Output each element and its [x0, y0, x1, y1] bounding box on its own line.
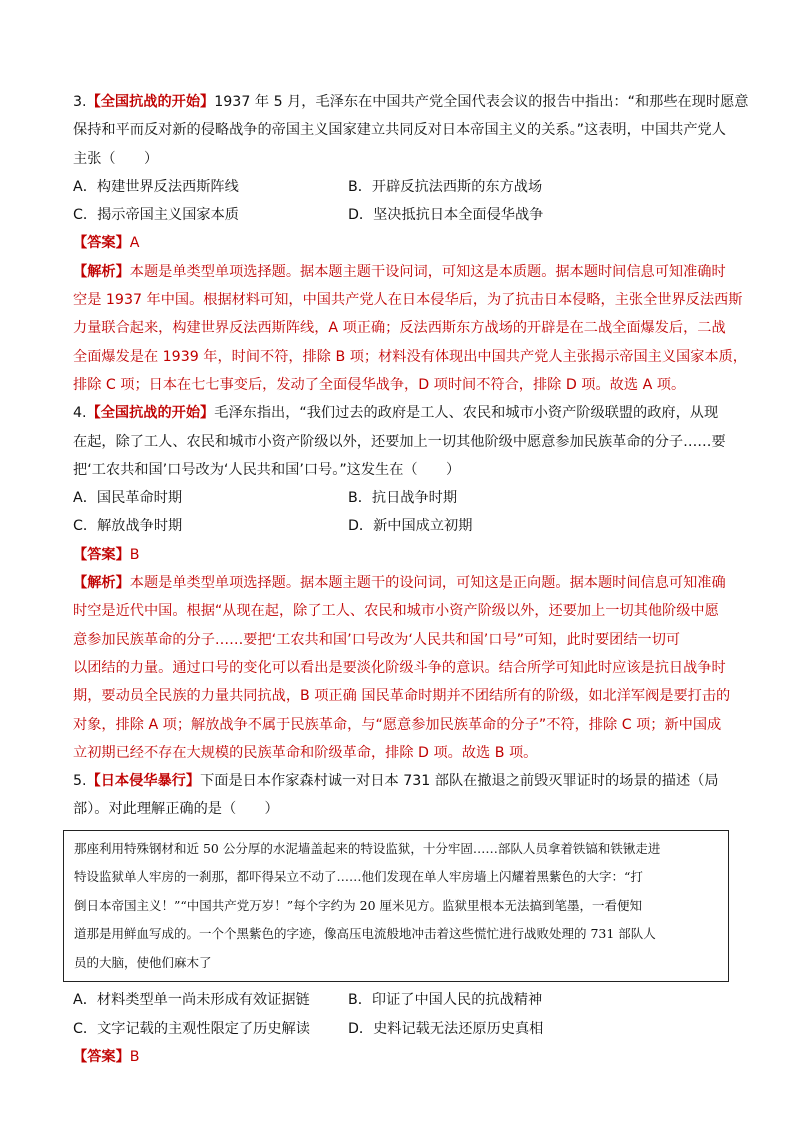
q3-analysis-line-5: 排除 C 项；日本在七七事变后，发动了全面侵华战争，D 项时间不符合，排除 D 项。故选 A 项。	[73, 376, 686, 393]
q4-options-row-1	[73, 484, 733, 512]
q3-analysis-line-3: 力量联合起来，构建世界反法西斯阵线，A 项正确；反法西斯东方战场的开辟是在二战全面爆发后，二战	[73, 320, 726, 337]
q5-option-a: A．材料类型单一尚未形成有效证据链	[73, 992, 310, 1009]
q4-option-a: A．国民革命时期	[73, 490, 183, 507]
document-page	[73, 88, 749, 1071]
q5-option-b: B．印证了中国人民的抗战精神	[348, 992, 543, 1009]
q4-analysis-line-7: 立初期已经不存在大规模的民族革命和阶级革命，排除 D 项。故选 B 项。	[73, 744, 538, 761]
q5-material-line-1: 那座利用特殊钢材和近 50 公分厚的水泥墙盖起来的特设监狱，十分牢固……部队人员拿着铁镐和铁锹走进	[74, 840, 661, 856]
q4-option-d: D．新中国成立初期	[348, 518, 473, 535]
q5-option-c: C．文字记载的主观性限定了历史解读	[73, 1020, 310, 1037]
q5-options-row-1	[73, 986, 733, 1014]
q3-option-d: D．坚决抵抗日本全面侵华战争	[348, 207, 544, 224]
q3-option-c: C．揭示帝国主义国家本质	[73, 207, 239, 224]
q4-analysis-line-4: 以团结的力量。通过口号的变化可以看出是要淡化阶级斗争的意识。结合所学可知此时应该是抗日战争时	[73, 659, 726, 676]
q5-tag: 【日本侵华暴行】	[86, 773, 201, 790]
q5-stem-line-1: 5.【日本侵华暴行】下面是日本作家森村诚一对日本 731 部队在撤退之前毁灭罪证时的场景的描述（局	[73, 773, 719, 790]
q5-material-line-2: 特设监狱单人牢房的一刹那，都吓得呆立不动了……他们发现在单人牢房墙上闪耀着黑紫色的大字：“打	[74, 869, 643, 885]
q4-answer: 【答案】B	[73, 546, 140, 563]
q4-analysis-line-1: 【解析】本题是单类型单项选择题。据本题主题干的设问词，可知这是正向题。据本题时间信息可知准确	[73, 575, 726, 592]
q3-option-a: A．构建世界反法西斯阵线	[73, 178, 239, 195]
q4-answer-value: B	[129, 546, 140, 563]
q4-analysis-line-3: 意参加民族革命的分子……要把‘工农共和国’口号改为‘人民共和国’口号”可知，此时要团结一切可	[73, 631, 681, 648]
q3-analysis-line-2: 空是 1937 年中国。根据材料可知，中国共产党人在日本侵华后，为了抗击日本侵略，主张全世界反法西斯	[73, 292, 743, 309]
q5-number: 5.	[73, 773, 87, 790]
q5-answer: 【答案】B	[73, 1048, 140, 1065]
q4-analysis-line-2: 时空是近代中国。根据“从现在起，除了工人、农民和城市小资产阶级以外，还要加上一切其他阶级中愿	[73, 603, 719, 620]
q3-option-b: B．开辟反抗法西斯的东方战场	[348, 178, 543, 195]
q3-number: 3.	[73, 94, 87, 110]
q5-material-box	[63, 830, 729, 983]
q4-analysis-line-5: 期，要动员全民族的力量共同抗战，B 项正确 国民革命时期并不团结所有的阶级，如北洋军阀是要打击的	[73, 688, 731, 705]
q4-stem-line-3: 把‘工农共和国’口号改为‘人民共和国’口号。”这发生在（ ）	[73, 461, 461, 478]
q4-stem-line-2: 在起，除了工人、农民和城市小资产阶级以外，还要加上一切其他阶级中愿意参加民族革命的分子……要	[73, 433, 726, 450]
q3-options-row-2	[73, 201, 733, 229]
q3-tag: 【全国抗战的开始】	[86, 94, 215, 110]
q3-analysis-line-4: 全面爆发是在 1939 年，时间不符，排除 B 项；材料没有体现出中国共产党人主张揭示帝国主义国家本质，	[73, 348, 747, 365]
q3-stem-line-2: 保持和平而反对新的侵略战争的帝国主义国家建立共同反对日本帝国主义的关系。”这表明，中国共产党人	[73, 122, 726, 139]
q4-option-b: B．抗日战争时期	[348, 490, 458, 507]
q5-material-line-5: 员的大脑，使他们麻木了	[74, 954, 212, 970]
q4-option-c: C．解放战争时期	[73, 518, 183, 535]
q5-answer-value: B	[129, 1048, 140, 1065]
q3-options-row-1	[73, 173, 733, 201]
q5-options-row-2	[73, 1015, 733, 1043]
q5-material-line-3: 倒日本帝国主义！”“中国共产党万岁！”每个字约为 20 厘米见方。监狱里根本无法搞到笔墨，一看便知	[74, 897, 643, 913]
q4-options-row-2	[73, 512, 733, 540]
q3-analysis-line-1: 【解析】本题是单类型单项选择题。据本题主题干设问词，可知这是本质题。据本题时间信息可知准确时	[73, 263, 726, 280]
q4-analysis-line-6: 对象，排除 A 项；解放战争不属于民族革命，与“愿意参加民族革命的分子”不符，排除 C 项；新中国成	[73, 716, 722, 733]
q3-stem-line-3: 主张（ ）	[73, 150, 159, 167]
q3-answer-value: A	[129, 235, 140, 252]
q4-stem-line-1: 4.【全国抗战的开始】毛泽东指出，“我们过去的政府是工人、农民和城市小资产阶级联盟的政府，从现	[73, 405, 719, 422]
q5-material-line-4: 道那是用鲜血写成的。一个个黑紫色的字迹，像高压电流般地冲击着这些慌忙进行战败处理的 731 部队人	[74, 926, 656, 942]
q5-option-d: D．史料记载无法还原历史真相	[348, 1020, 544, 1037]
q4-tag: 【全国抗战的开始】	[86, 405, 215, 422]
q4-number: 4.	[73, 405, 87, 422]
q5-stem-line-2: 部）。对此理解正确的是（ ）	[73, 801, 279, 818]
q3-answer: 【答案】A	[73, 235, 140, 252]
q3-stem-line-1: 3.【全国抗战的开始】1937 年 5 月，毛泽东在中国共产党全国代表会议的报告中指出：“和那些在现时愿意	[73, 94, 749, 110]
